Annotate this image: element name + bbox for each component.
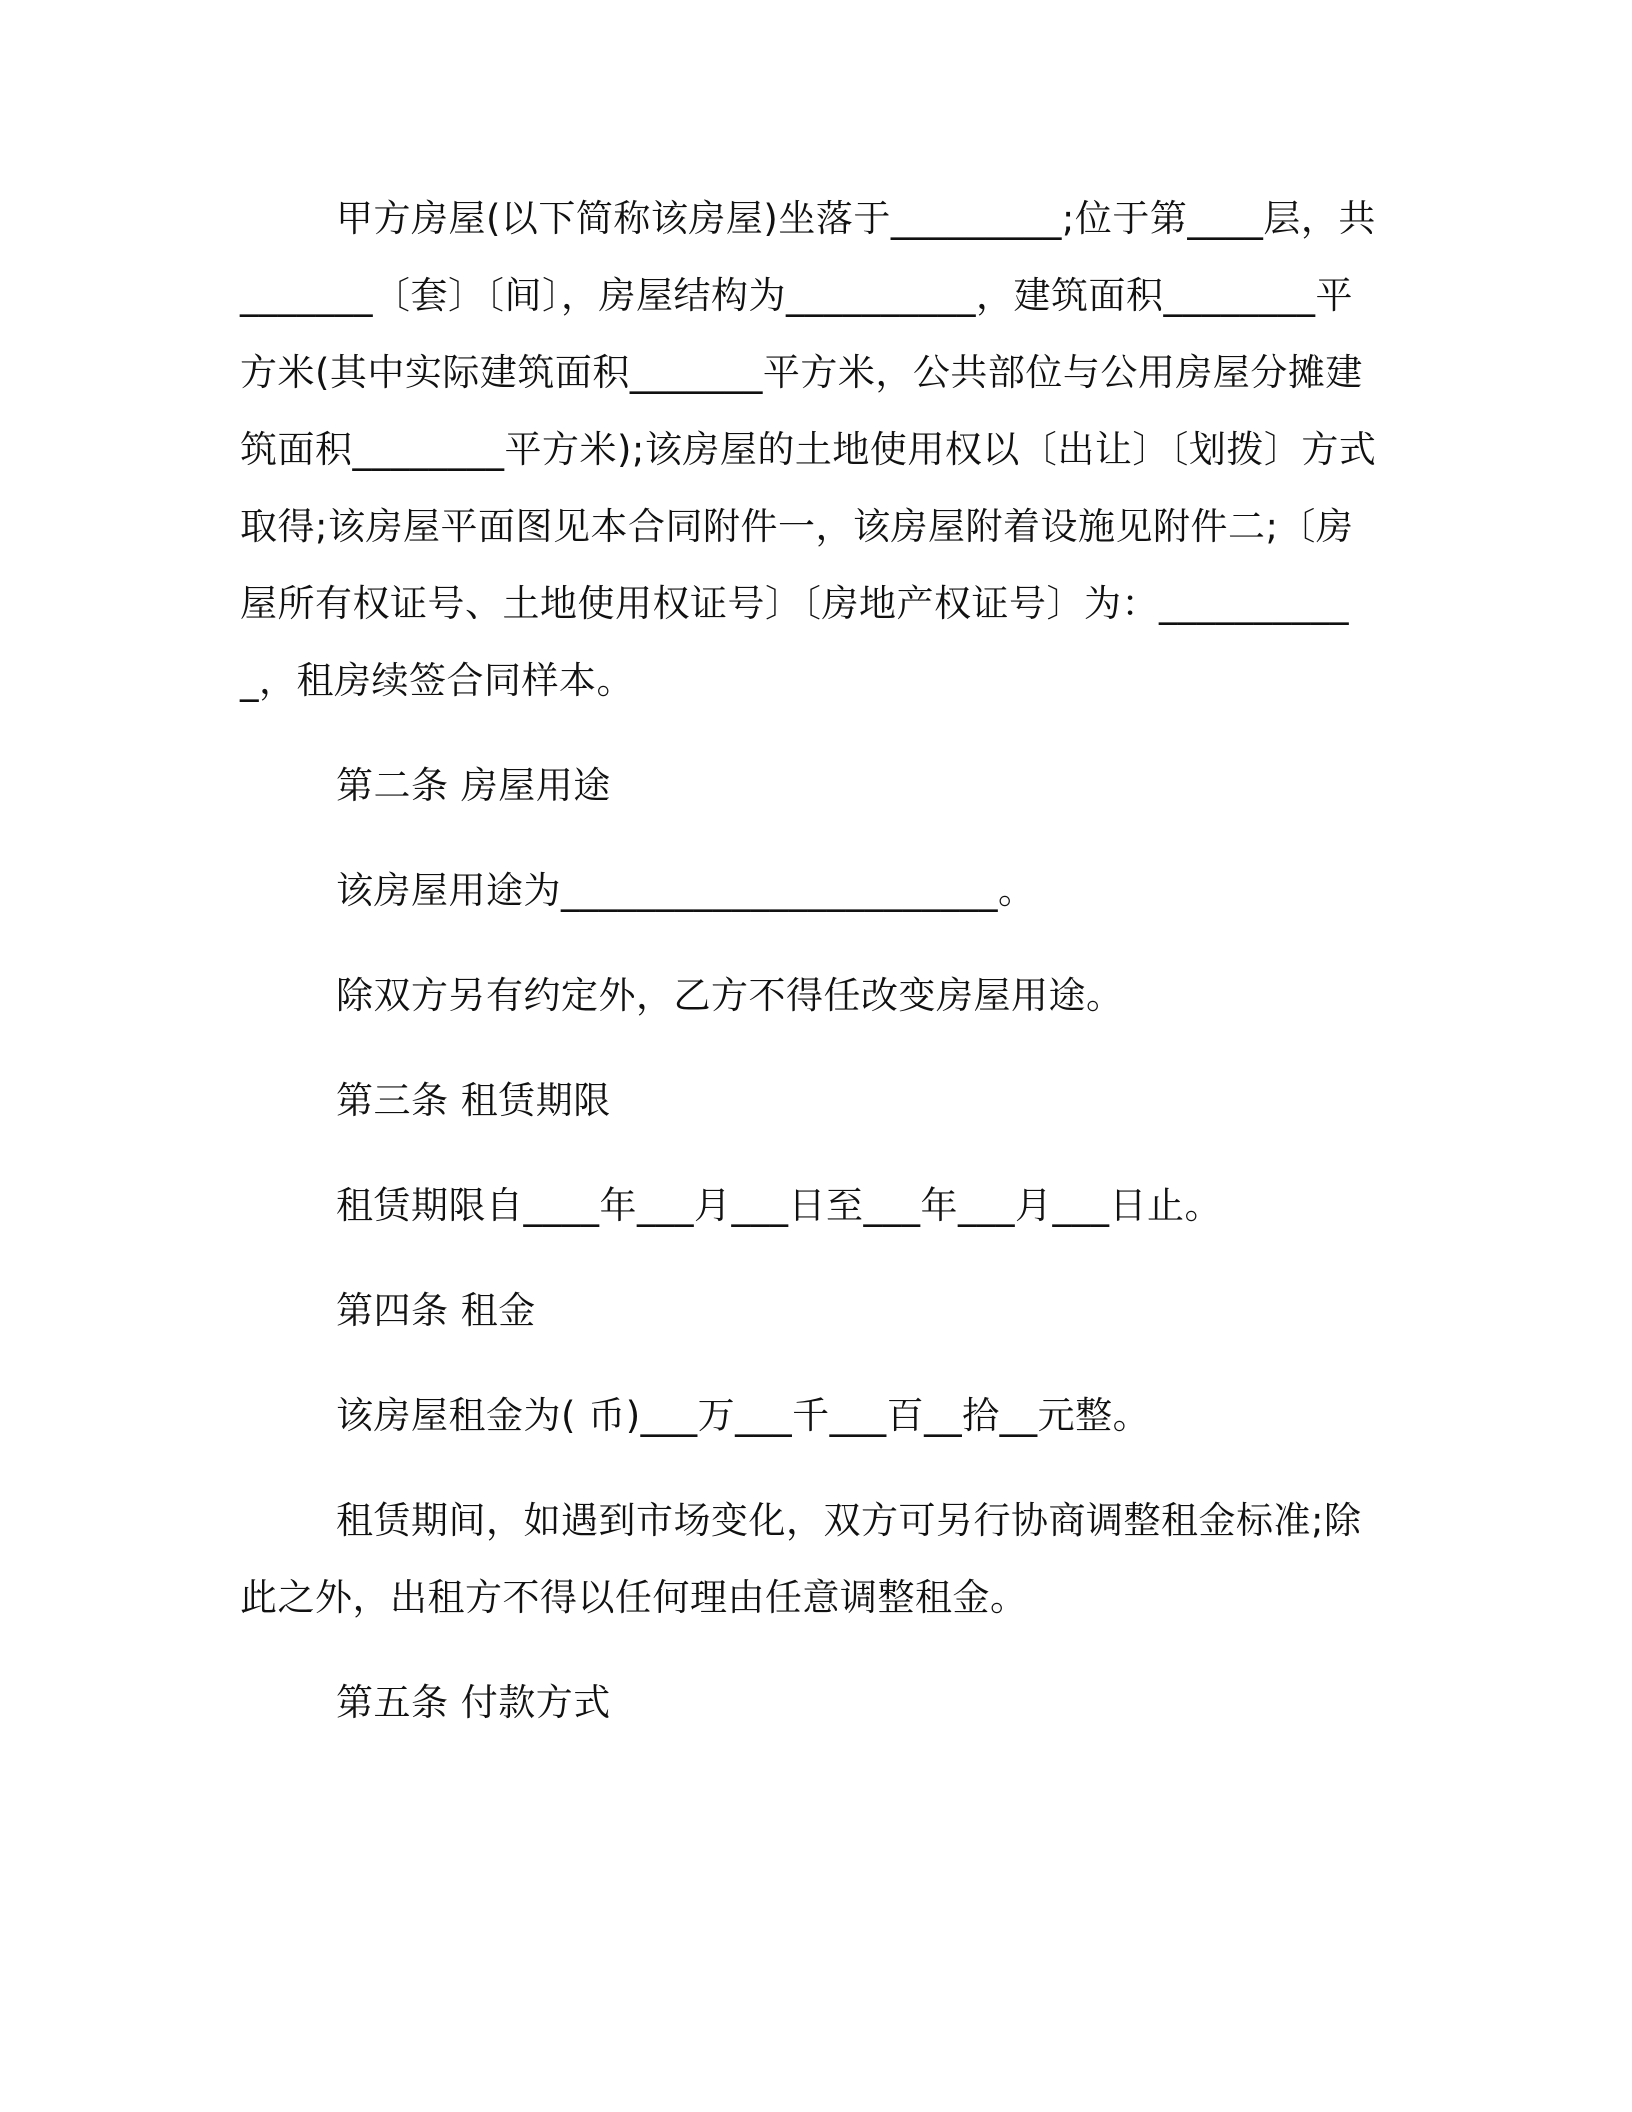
rent-amount-paragraph: 该房屋租金为( 币)___万___千___百__拾__元整。 (336, 1394, 1151, 1437)
document-body (240, 180, 1380, 1769)
property-location-paragraph: 甲方房屋(以下简称该房屋)坐落于_________;位于第____层，共_______〔套〕〔间〕，房屋结构为__________，建筑面积________平方米(其中实际建筑面积_______平方米，公共部位与公用房屋分摊建筑面积________平方米);该房屋的土地使用权以〔出让〕〔划拨〕方式取得;该房屋平面图见本合同附件一，该房屋附着设施见附件二;〔房屋所有权证号、土地使用权证号〕〔房地产权证号〕为：___________，租房续签合同样本。 (240, 197, 1377, 702)
article-5-heading: 第五条 付款方式 (336, 1681, 611, 1724)
property-use-paragraph: 该房屋用途为_______________________。 (336, 869, 1036, 912)
article-4-heading: 第四条 租金 (336, 1289, 536, 1332)
rent-adjustment-paragraph: 租赁期间，如遇到市场变化，双方可另行协商调整租金标准;除此之外，出租方不得以任何理由任意调整租金。 (240, 1499, 1362, 1619)
article-2-heading: 第二条 房屋用途 (336, 764, 611, 807)
article-3-heading: 第三条 租赁期限 (336, 1079, 611, 1122)
lease-term-paragraph: 租赁期限自____年___月___日至___年___月___日止。 (336, 1184, 1222, 1227)
property-use-restriction-paragraph: 除双方另有约定外，乙方不得任改变房屋用途。 (336, 974, 1124, 1017)
